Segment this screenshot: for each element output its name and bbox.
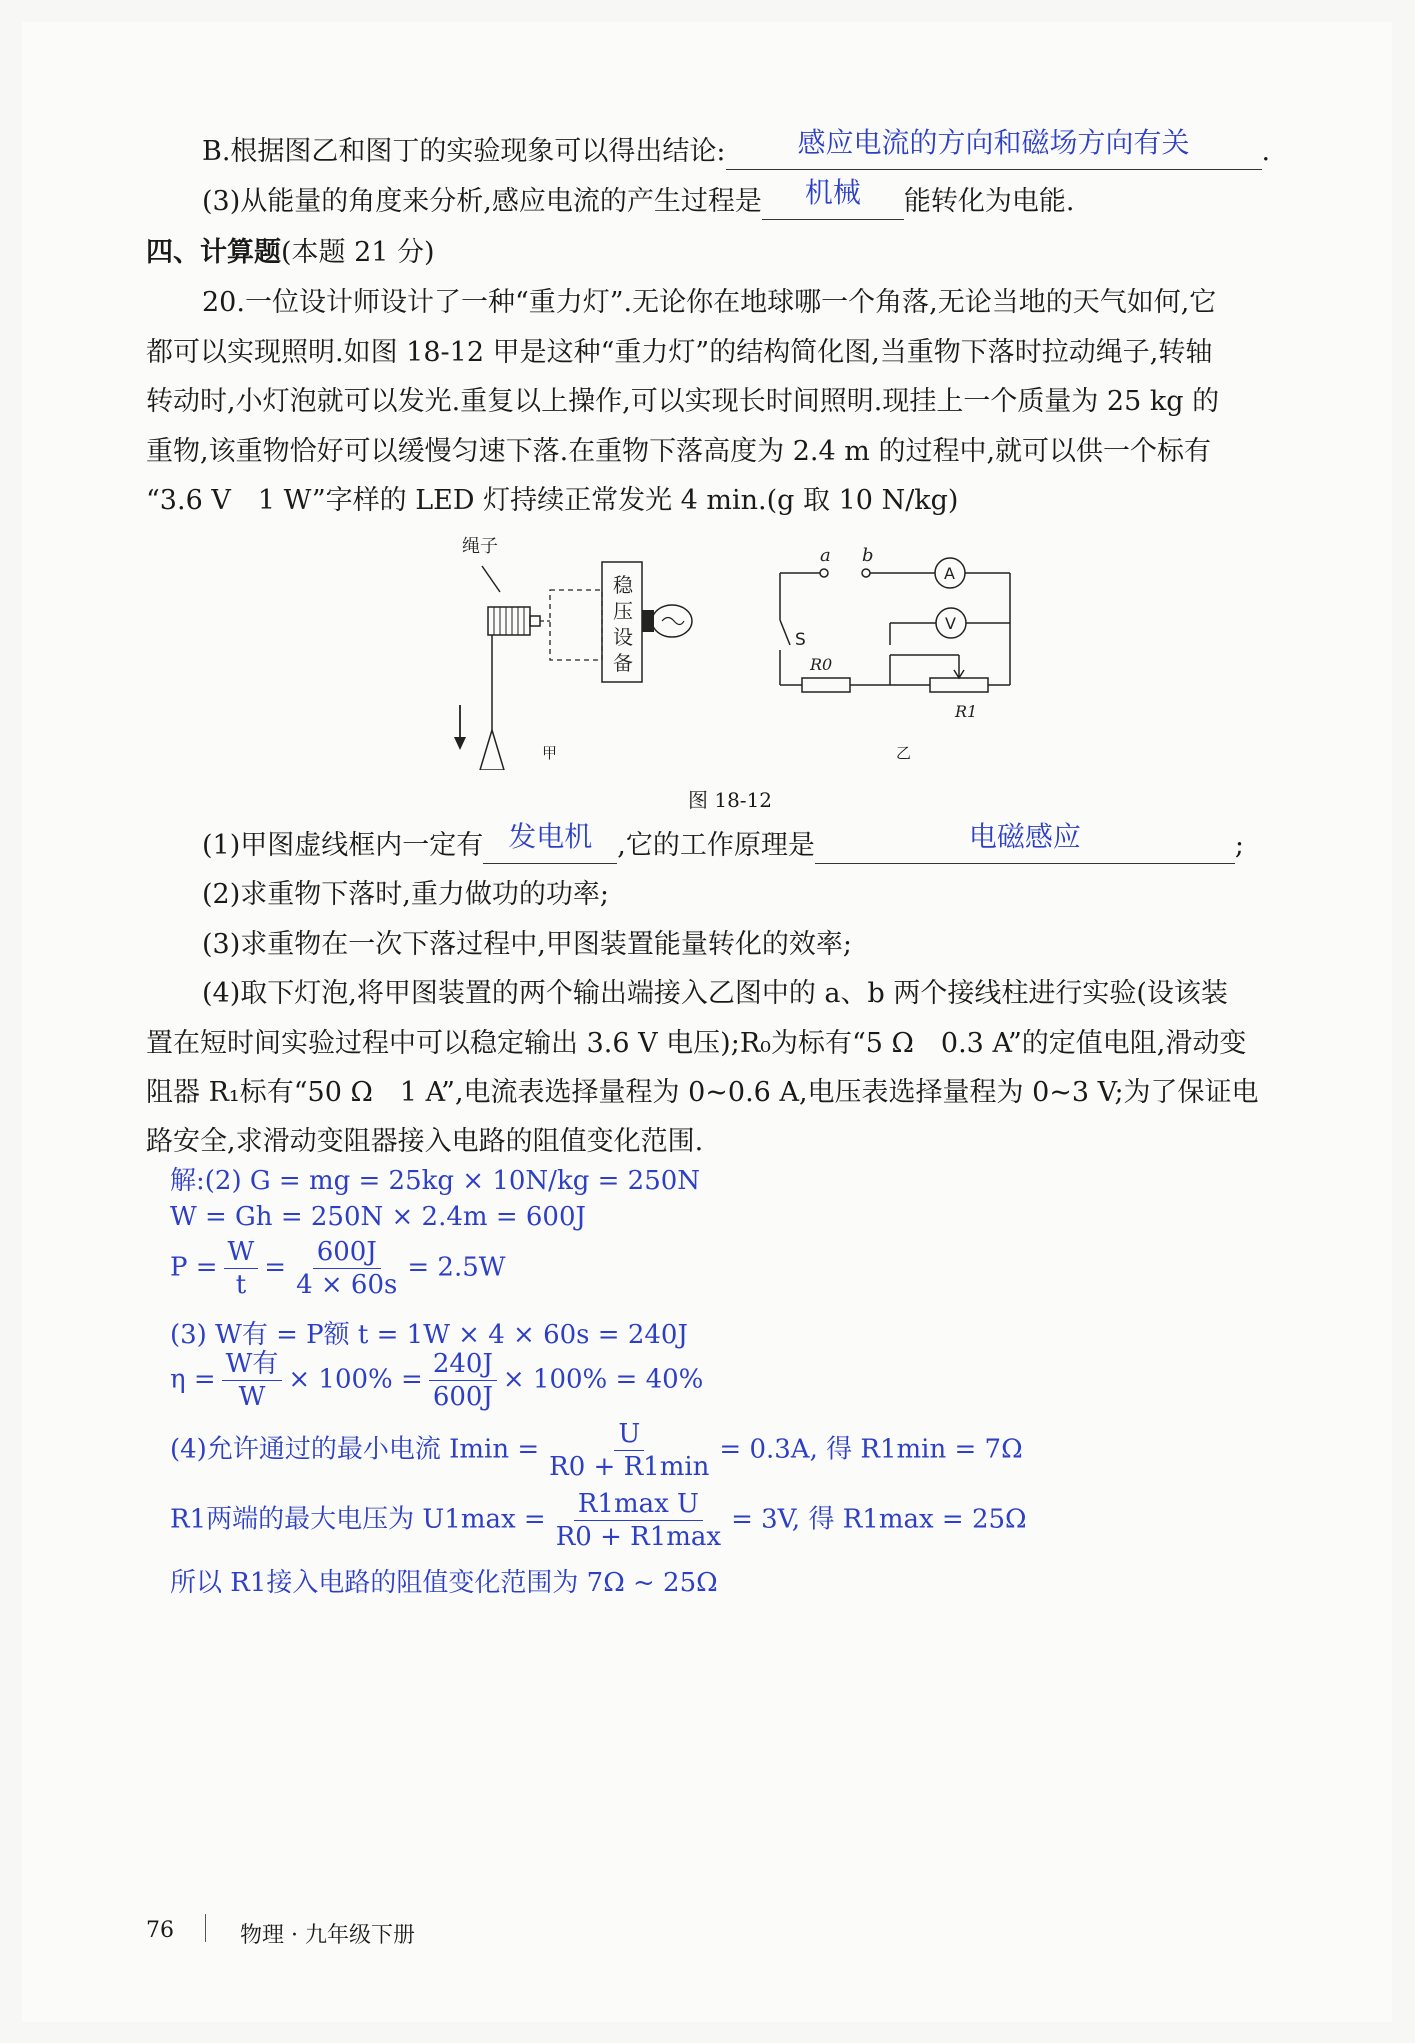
fraction: $\frac{600J}{4 \times 60s}$ xyxy=(296,1237,398,1300)
fraction: $\frac{240J}{600J}$ xyxy=(429,1348,497,1413)
terminal-a xyxy=(820,569,828,577)
axle xyxy=(530,616,540,626)
answer-blank: 机械 xyxy=(762,184,904,220)
svg-text:备: 备 xyxy=(613,651,633,675)
q20-p1-line: (1)甲图虚线框内一定有 发电机 ,它的工作原理是 电磁感应 ; xyxy=(202,828,1244,864)
fraction: $\frac{U}{R0 + R1\min}$ xyxy=(549,1419,710,1482)
q20-line: 20.一位设计师设计了一种“重力灯”.无论你在地球哪一个角落,无论当地的天气如何,它 xyxy=(202,287,1217,318)
solution-line-imin: (4)允许通过的最小电流 Imin = $\frac{U}{R0 + R1\min}$ = 0.3A, 得 R1min = 7Ω xyxy=(170,1419,1023,1482)
q20-line: 都可以实现照明.如图 18-12 甲是这种“重力灯”的结构简化图,当重物下落时拉动绳子,转轴 xyxy=(146,337,1213,368)
svg-text:设: 设 xyxy=(613,625,633,649)
svg-text:R1: R1 xyxy=(955,702,978,721)
solution-line: (3) W有 = P额 t = 1W × 4 × 60s = 240J xyxy=(170,1320,688,1350)
fraction: $\frac{W}{t}$ xyxy=(224,1236,259,1301)
svg-text:A: A xyxy=(944,564,955,583)
lamp-bulb-icon xyxy=(652,605,692,637)
answer-blank: 发电机 xyxy=(483,828,617,864)
solution-line-umax: R1两端的最大电压为 U1max = $\frac{\text{R1max U}}{R0 + R1\max}$ = 3V, 得 R1max = 25Ω xyxy=(170,1489,1027,1552)
q20-p2: (2)求重物下落时,重力做功的功率; xyxy=(202,879,609,910)
q20-p4-line: 路安全,求滑动变阻器接入电路的阻值变化范围. xyxy=(146,1126,704,1157)
rope-pointer xyxy=(482,566,500,592)
rope-label: 绳子 xyxy=(462,536,498,557)
figure-yi-circuit xyxy=(760,535,1030,735)
svg-text:S: S xyxy=(795,630,806,650)
weight xyxy=(480,730,504,770)
svg-text:压: 压 xyxy=(613,599,633,623)
solution-line: 所以 R1接入电路的阻值变化范围为 7Ω ~ 25Ω xyxy=(170,1568,718,1598)
q20-p4-line: 阻器 R₁标有“50 Ω 1 A”,电流表选择量程为 0~0.6 A,电压表选择量程为 0~3 V;为了保证电 xyxy=(146,1077,1259,1108)
solution-line: 解:(2) G = mg = 25kg × 10N/kg = 250N xyxy=(170,1166,701,1196)
section-title: 四、计算题(本题 21 分) xyxy=(146,237,435,268)
rheostat-r1 xyxy=(930,678,988,692)
svg-text:V: V xyxy=(945,614,956,633)
book-title: 物理 · 九年级下册 xyxy=(240,1923,415,1948)
page xyxy=(22,22,1392,2022)
q20-line: “3.6 V 1 W”字样的 LED 灯持续正常发光 4 min.(g 取 10 N/kg) xyxy=(146,485,959,516)
q20-p4-line: 置在短时间实验过程中可以稳定输出 3.6 V 电压);R₀为标有“5 Ω 0.3 A”的定值电阻,滑动变 xyxy=(146,1028,1247,1059)
footer-divider xyxy=(205,1914,206,1942)
page-number: 76 xyxy=(146,1918,174,1943)
answer-blank: 电磁感应 xyxy=(815,828,1235,864)
answer-blank: 感应电流的方向和磁场方向有关 xyxy=(726,134,1262,170)
label-jia: 甲 xyxy=(542,744,558,762)
terminal-b xyxy=(862,569,870,577)
figure-jia xyxy=(440,530,740,770)
q20-p4-line: (4)取下灯泡,将甲图装置的两个输出端接入乙图中的 a、b 两个接线柱进行实验(设该装 xyxy=(202,978,1228,1009)
dashed-box xyxy=(550,590,602,660)
fraction: $\frac{\text{W有}}{W}$ xyxy=(222,1348,283,1413)
switch-icon xyxy=(780,620,790,645)
solution-line-efficiency: η = $\frac{\text{W有}}{W}$ × 100% = $\frac{240J}{600J}$ × 100% = 40% xyxy=(170,1349,704,1412)
svg-text:R0: R0 xyxy=(810,655,833,674)
solution-line-power: P = $\frac{W}{t}$ = $\frac{600J}{4 \times 60s}$ = 2.5W xyxy=(170,1237,506,1300)
solution-line: W = Gh = 250N × 2.4m = 600J xyxy=(170,1202,586,1232)
svg-text:稳: 稳 xyxy=(613,573,633,597)
q20-line: 重物,该重物恰好可以缓慢匀速下落.在重物下落高度为 2.4 m 的过程中,就可以供一个标有 xyxy=(146,436,1212,467)
svg-text:b: b xyxy=(862,545,874,566)
figure-caption: 图 18-12 xyxy=(688,788,773,812)
label-yi: 乙 xyxy=(896,744,912,762)
svg-text:a: a xyxy=(820,545,831,566)
q19-b-line: B.根据图乙和图丁的实验现象可以得出结论: 感应电流的方向和磁场方向有关 . xyxy=(202,134,1270,170)
q20-p3: (3)求重物在一次下落过程中,甲图装置能量转化的效率; xyxy=(202,929,852,960)
q20-line: 转动时,小灯泡就可以发光.重复以上操作,可以实现长时间照明.现挂上一个质量为 25 kg 的 xyxy=(146,386,1220,417)
q19-p3-line: (3)从能量的角度来分析,感应电流的产生过程是 机械 能转化为电能. xyxy=(202,184,1074,220)
fraction: $\frac{\text{R1max U}}{R0 + R1\max}$ xyxy=(555,1489,722,1552)
resistor-r0 xyxy=(802,678,850,692)
